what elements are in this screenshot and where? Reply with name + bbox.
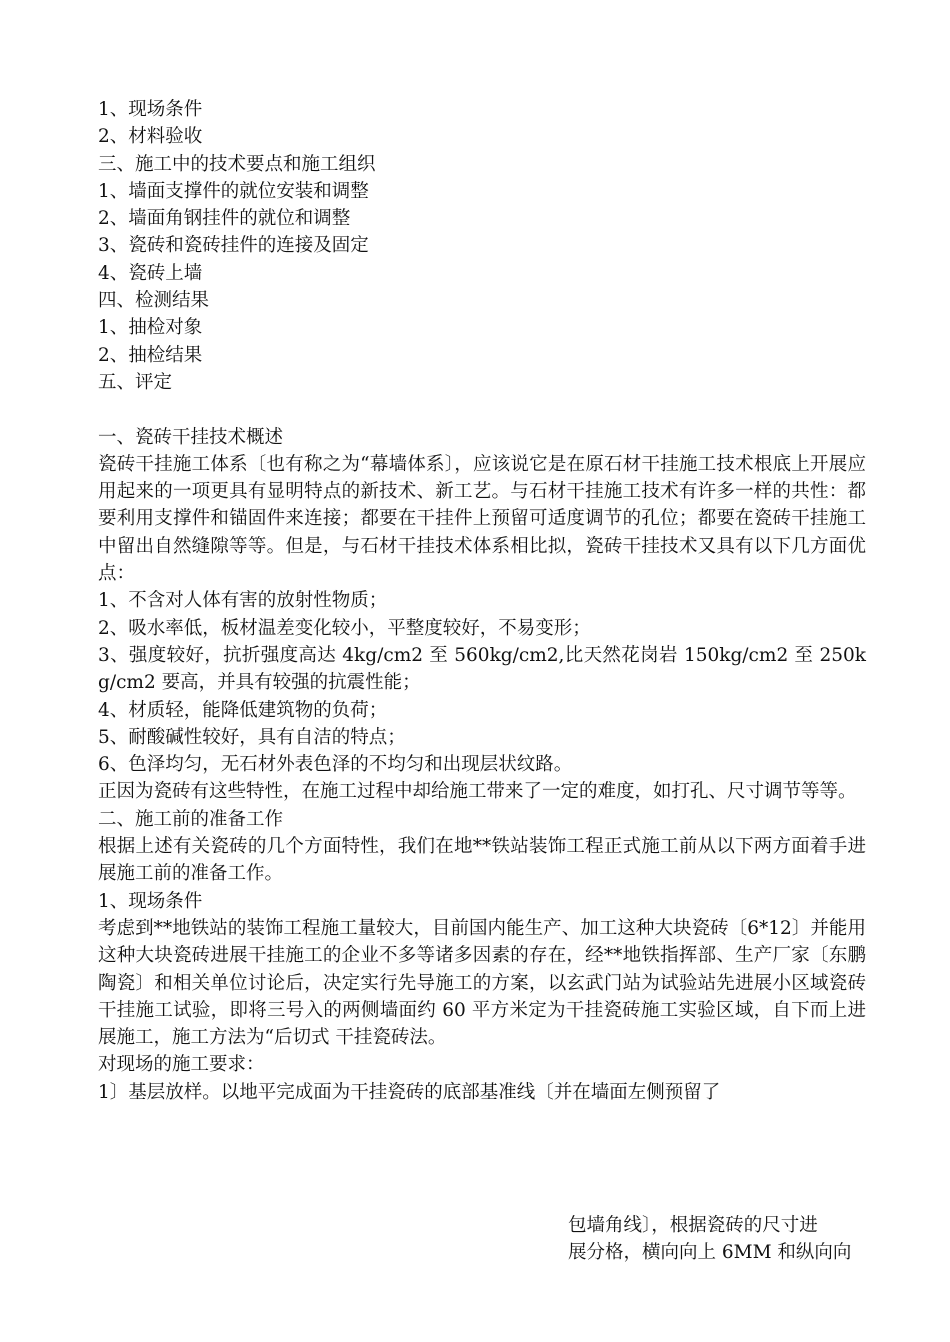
outline-item: 1、墙面支撑件的就位安装和调整: [98, 180, 369, 202]
paragraph: 根据上述有关瓷砖的几个方面特性，我们在地**铁站装饰工程正式施工前从以下两方面着手进展施工前的准备工作。: [98, 836, 866, 885]
spacer: [98, 396, 866, 423]
outline-item: 1、抽检对象: [98, 317, 203, 339]
outline-item: 2、材料验收: [98, 126, 203, 148]
wrapped-text-fragment: [568, 1212, 868, 1266]
outline-item: 2、墙面角钢挂件的就位和调整: [98, 208, 351, 230]
paragraph: 考虑到**地铁站的装饰工程施工量较大，目前国内能生产、加工这种大块瓷砖〔6*12〕并能用这种大块瓷砖进展干挂施工的企业不多等诸多因素的存在，经**地铁指挥部、生产厂家〔东鹏陶瓷〕和相关单位讨论后，决定实行先导施工的方案，以玄武门站为试验站先进展小区域瓷砖干挂施工试验，即将三号入的两侧墙面约 60 平方米定为干挂瓷砖施工实验区域，自下而上进展施工，施工方法为“后切式 干挂瓷砖法。: [98, 917, 866, 1049]
outline-item: 4、瓷砖上墙: [98, 262, 203, 284]
outline-heading: 五、评定: [98, 371, 173, 393]
section-heading: 一、瓷砖干挂技术概述: [98, 426, 284, 448]
advantage-item: 2、吸水率低，板材温差变化较小，平整度较好，不易变形；: [98, 617, 591, 639]
advantage-item: 1、不含对人体有害的放射性物质；: [98, 590, 388, 612]
section-heading: 二、施工前的准备工作: [98, 808, 284, 830]
advantage-item: 4、材质轻，能降低建筑物的负荷；: [98, 699, 388, 721]
paragraph: 瓷砖干挂施工体系〔也有称之为“幕墙体系〕，应该说它是在原石材干挂施工技术根底上开展应用起来的一项更具有显明特点的新技术、新工艺。与石材干挂施工技术有许多一样的共性：都要利用支撑件和锚固件来连接；都要在干挂件上预留可适度调节的孔位；都要在瓷砖干挂施工中留出自然缝隙等等。但是，与石材干挂技术体系相比拟，瓷砖干挂技术又具有以下几方面优点：: [98, 453, 866, 585]
outline-item: 1、现场条件: [98, 99, 203, 120]
subsection-heading: 1、现场条件: [98, 890, 203, 912]
outline-item: 2、抽检结果: [98, 344, 203, 366]
text-line: 包墙角线〕，根据瓷砖的尺寸进: [568, 1215, 818, 1236]
paragraph: 正因为瓷砖有这些特性，在施工过程中却给施工带来了一定的难度，如打孔、尺寸调节等等。: [98, 781, 857, 803]
advantage-item: 3、强度较好，抗折强度高达 4kg/cm2 至 560kg/cm2,比天然花岗岩 150kg/cm2 至 250kg/cm2 要高，并具有较强的抗震性能；: [98, 644, 866, 694]
text-line: 展分格，横向向上 6MM 和纵向向: [568, 1242, 852, 1263]
step-item: 1〕基层放样。以地平完成面为干挂瓷砖的底部基准线〔并在墙面左侧预留了: [98, 1081, 721, 1103]
outline-item: 3、瓷砖和瓷砖挂件的连接及固定: [98, 235, 369, 257]
outline-heading: 三、施工中的技术要点和施工组织: [98, 153, 376, 175]
document-body: [98, 96, 866, 1106]
advantage-item: 6、色泽均匀，无石材外表色泽的不均匀和出现层状纹路。: [98, 754, 573, 776]
outline-heading: 四、检测结果: [98, 290, 210, 312]
paragraph: 对现场的施工要求：: [98, 1054, 265, 1076]
advantage-item: 5、耐酸碱性较好，具有自洁的特点；: [98, 726, 406, 748]
